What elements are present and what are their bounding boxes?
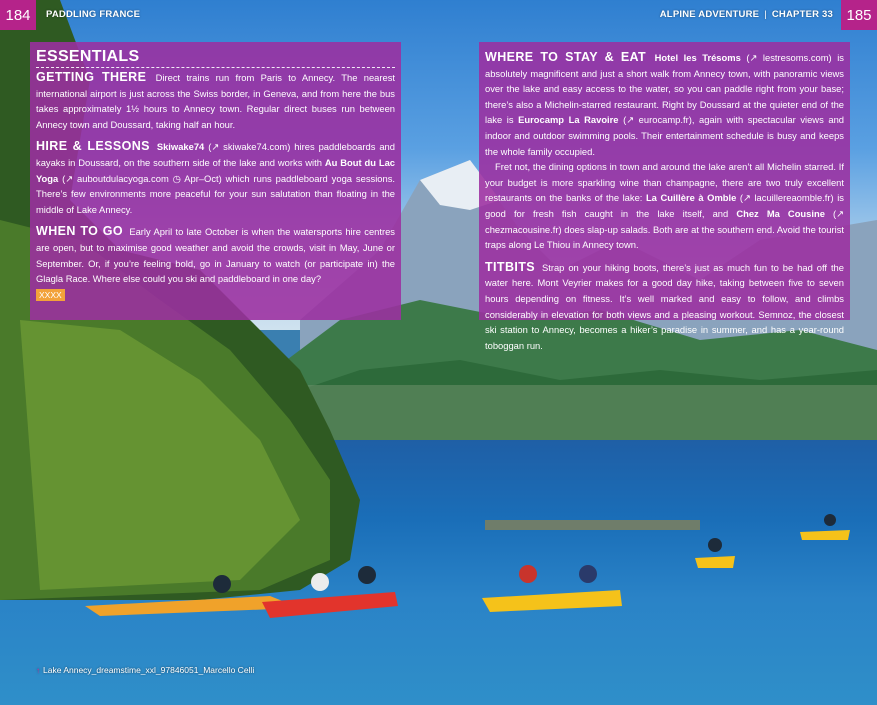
- running-head-chapter: CHAPTER 33: [771, 9, 833, 20]
- titbits-paragraph: [485, 260, 844, 354]
- when-to-go-text: Early April to late October is when the watersports hire centres are open, but to maximise good weather and avoid the crowds, visit in May, June or September. Or, if you’re feeling bold, go in January to watch (or participate in) the Glagla Race. Where else could you ski and paddleboard in one day?: [36, 226, 395, 285]
- getting-there-paragraph: [36, 70, 395, 132]
- running-head-section: ALPINE ADVENTURE: [659, 9, 760, 20]
- yoga-name: Au Bout du Lac Yoga: [36, 156, 395, 184]
- skiwake-name: Skiwake74: [156, 141, 205, 153]
- hire-lessons-paragraph: [36, 139, 395, 217]
- dining-text-1: Fret not, the dining options in town and around the lake aren’t all Michelin starred. If your budget is more sparkling wine than champagne, there are two truly excellent restaurants on the banks of the lake:: [485, 161, 844, 204]
- when-to-go-paragraph: [36, 224, 395, 302]
- essentials-panel: [30, 42, 401, 320]
- stay-text-2: (↗ eurocamp.fr), again with spectacular views and indoor and outdoor swimming pools. Their entertainment schedule is busy and keeps the whole family occupied.: [485, 114, 844, 157]
- cuillere-name: La Cuillère à Omble: [645, 192, 737, 204]
- where-to-stay-heading: WHERE TO STAY & EAT: [485, 50, 647, 64]
- right-running-head: [660, 9, 833, 20]
- running-head-separator: |: [764, 9, 767, 20]
- stay-titbits-panel: [479, 42, 850, 351]
- dining-text-3: (↗ chezmacousine.fr) does slap-up salads. Both are at the southern end. Avoid the tourist traps along Le Thiou in Annecy town.: [485, 207, 844, 251]
- left-page-number: 184: [0, 0, 36, 30]
- photo-caption: [36, 665, 254, 675]
- caption-text: Lake Annecy_dreamstime_xxl_97846051_Marcello Celli: [43, 665, 255, 675]
- where-to-stay-paragraph: [485, 50, 844, 159]
- hire-lessons-heading: HIRE & LESSONS: [36, 139, 150, 154]
- getting-there-text: Direct trains run from Paris to Annecy. The nearest international airport is just across the Swiss border, in Geneva, and from here the bus takes approximately 1½ hours to Annecy town. Regular direct buses run between Annecy town and Doussard, taking half an hour.: [36, 72, 396, 130]
- placeholder-badge: XXXX: [36, 289, 65, 301]
- hire-text-1: (↗ skiwake74.com) hires paddleboards and kayaks in Doussard, on the southern side of the lake and works with: [36, 141, 395, 168]
- titbits-text: Strap on your hiking boots, there’s just as much fun to be had off the water here. Mont Veyrier makes for a good day hike, taking between five to seven hours depending on fitness. It’s well marked and easy to follow, and climbs considerably in elevation for both views and a pleasing workout. Semnoz, the closest ski station to Annecy, becomes a hiker’s paradise in summer, and has a year-round toboggan run.: [485, 261, 844, 351]
- left-running-head: PADDLING FRANCE: [46, 9, 141, 20]
- when-to-go-heading: WHEN TO GO: [36, 224, 124, 239]
- essentials-title: ESSENTIALS: [36, 48, 395, 68]
- stay-text-1: (↗ lestresoms.com) is absolutely magnificent and just a short walk from Annecy town, with panoramic views over the lake and easy access to the water, so you can paddle right from your base; there’s also a Michelin-starred restaurant. Right by Doussard at the quieter end of the lake is: [485, 52, 844, 126]
- right-page-number: 185: [841, 0, 877, 30]
- hire-text-2: (↗ auboutdulacyoga.com ◷ Apr–Oct) which runs paddleboard yoga sessions. There’s few environments more peaceful for your sun salutation than floating in the middle of Lake Annecy.: [36, 172, 395, 215]
- eurocamp-name: Eurocamp La Ravoire: [518, 114, 619, 126]
- dining-paragraph: [485, 159, 844, 253]
- hotel-name: Hotel les Trésoms: [654, 52, 741, 63]
- titbits-heading: TITBITS: [485, 259, 536, 274]
- caption-arrow-icon: ↑: [36, 666, 40, 675]
- chez-ma-cousine-name: Chez Ma Cousine: [736, 207, 825, 219]
- dining-text-2: (↗ lacuillereaomble.fr) is good for fresh fish caught in the lake itself, and: [485, 192, 844, 219]
- getting-there-heading: GETTING THERE: [36, 70, 147, 84]
